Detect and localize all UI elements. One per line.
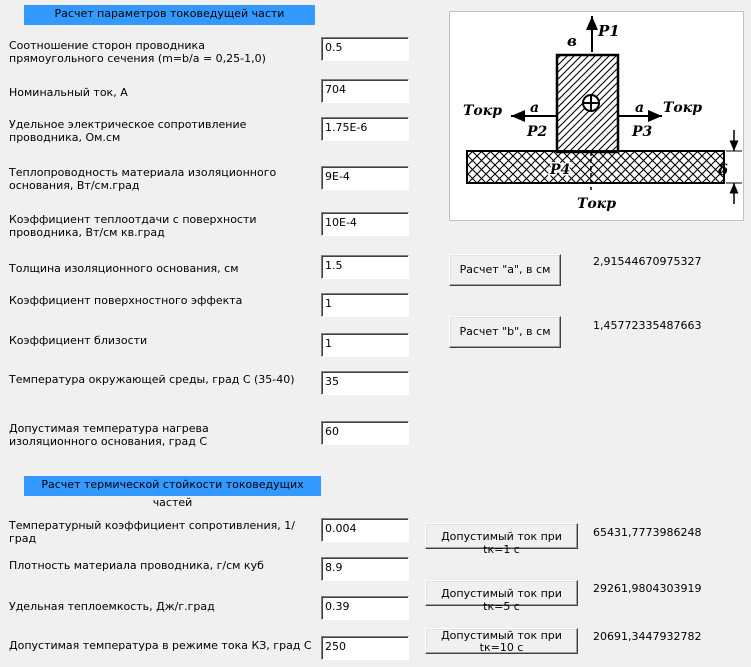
label-a-left: a	[530, 100, 540, 116]
label-p3: P3	[632, 124, 653, 140]
label-t-left: Tокр	[463, 103, 503, 119]
label-short-circuit-temperature: Допустимая температура в режиме тока КЗ, град С	[9, 639, 312, 652]
result-b: 1,45772335487663	[593, 319, 702, 332]
label-t-bottom: Tокр	[577, 196, 617, 212]
label-p1: P1	[598, 22, 620, 40]
label-p4: P4	[550, 162, 571, 178]
input-insulation-thickness[interactable]: 1.5	[321, 255, 409, 279]
section-title-parameters: Расчет параметров токоведущей части	[24, 5, 315, 25]
label-t-right: Tокр	[663, 100, 703, 116]
input-short-circuit-temperature[interactable]: 250	[321, 636, 409, 660]
result-5s: 29261,9804303919	[593, 582, 702, 595]
input-density[interactable]: 8.9	[321, 557, 409, 581]
label-allowed-temperature: Допустимая температура нагрева изоляционного основания, град С	[9, 422, 209, 448]
input-heat-transfer[interactable]: 10E-4	[321, 212, 409, 236]
input-temperature-coefficient[interactable]: 0.004	[321, 518, 409, 542]
input-thermal-conductivity[interactable]: 9E-4	[321, 166, 409, 190]
label-delta: δ	[718, 161, 729, 179]
result-1s: 65431,7773986248	[593, 526, 702, 539]
input-ambient-temperature[interactable]: 35	[321, 371, 409, 395]
label-temperature-coefficient: Температурный коэффициент сопротивления, 1/град	[9, 519, 295, 545]
input-allowed-temperature[interactable]: 60	[321, 421, 409, 445]
label-nominal-current: Номинальный ток, А	[9, 86, 128, 99]
input-aspect-ratio[interactable]: 0.5	[321, 37, 409, 61]
label-density: Плотность материала проводника, г/см куб	[9, 559, 264, 572]
input-heat-capacity[interactable]: 0.39	[321, 596, 409, 620]
calc-b-button[interactable]: Расчет "b", в см	[449, 316, 561, 348]
label-resistivity: Удельное электрическое сопротивление проводника, Ом.см	[9, 118, 247, 144]
input-nominal-current[interactable]: 704	[321, 79, 409, 103]
section-title-thermal: Расчет термической стойкости токоведущих частей	[24, 476, 321, 496]
label-a-right: a	[635, 100, 645, 116]
conductor-diagram	[449, 11, 744, 221]
input-resistivity[interactable]: 1.75E-6	[321, 117, 409, 141]
result-a: 2,91544670975327	[593, 255, 702, 268]
label-p2: P2	[527, 124, 548, 140]
input-skin-effect[interactable]: 1	[321, 293, 409, 317]
label-b: в	[567, 32, 577, 50]
current-1s-button[interactable]: Допустимый ток при tк=1 с	[425, 523, 578, 549]
label-ambient-temperature: Температура окружающей среды, град С (35-40)	[9, 373, 295, 386]
calc-a-button[interactable]: Расчет "a", в см	[449, 254, 561, 286]
current-5s-button[interactable]: Допустимый ток при tк=5 с	[425, 580, 578, 606]
current-10s-button[interactable]: Допустимый ток при tк=10 с	[425, 628, 578, 654]
insulation-base	[467, 151, 724, 183]
label-heat-transfer: Коэффициент теплоотдачи с поверхности проводника, Вт/см кв.град	[9, 213, 257, 239]
label-aspect-ratio: Соотношение сторон проводника прямоугольного сечения (m=b/a = 0,25-1,0)	[9, 39, 266, 65]
result-10s: 20691,3447932782	[593, 630, 702, 643]
input-proximity[interactable]: 1	[321, 333, 409, 357]
label-proximity: Коэффициент близости	[9, 334, 148, 347]
label-skin-effect: Коэффициент поверхностного эффекта	[9, 294, 243, 307]
label-thermal-conductivity: Теплопроводность материала изоляционного основания, Вт/см.град	[9, 166, 277, 192]
label-insulation-thickness: Толщина изоляционного основания, см	[9, 262, 239, 275]
label-heat-capacity: Удельная теплоемкость, Дж/г.град	[9, 600, 215, 613]
